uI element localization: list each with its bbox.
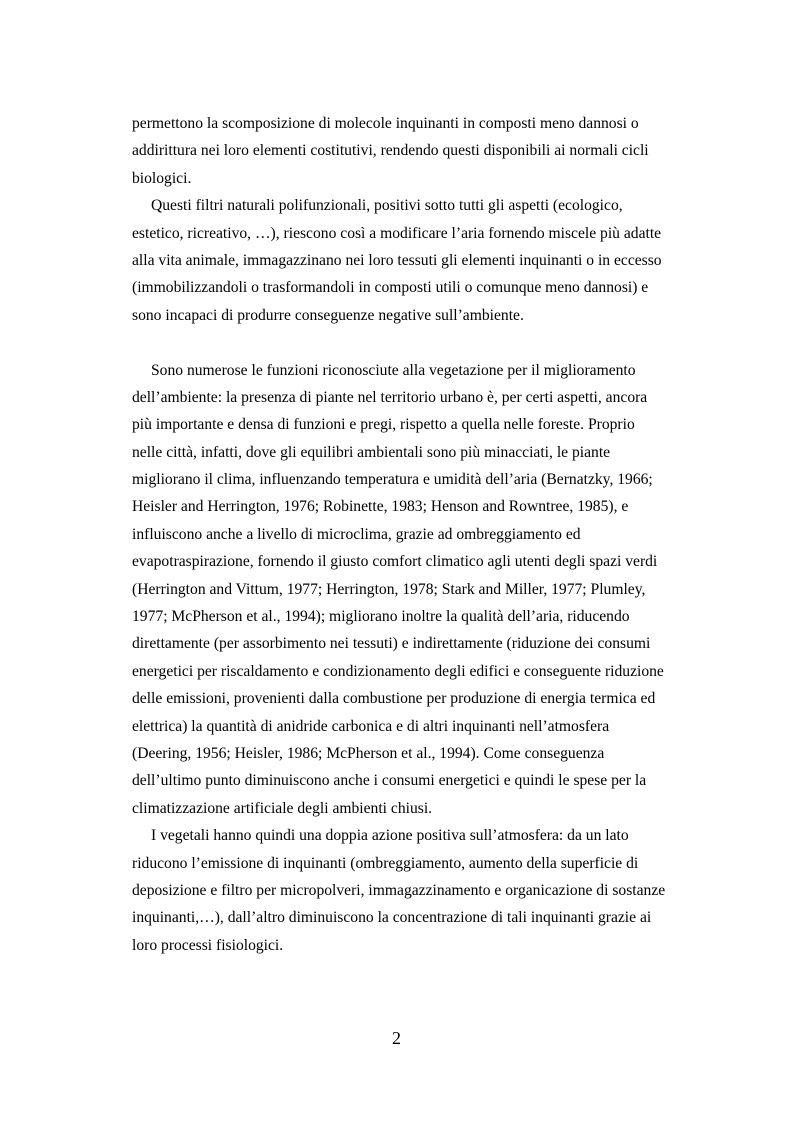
text-line: addirittura nei loro elementi costitutivi, rendendo questi disponibili ai normali cicli xyxy=(132,142,649,160)
page-number: 2 xyxy=(392,1028,401,1048)
text-line: Questi filtri naturali polifunzionali, positivi sotto tutti gli aspetti (ecologico, xyxy=(151,197,623,215)
text-line: deposizione e filtro per micropolveri, immagazzinamento e organicazione di sostanze xyxy=(132,881,666,899)
text-line: climatizzazione artificiale degli ambienti chiusi. xyxy=(132,799,433,817)
paragraph-spacer xyxy=(132,329,672,356)
text-line: migliorano il clima, influenzando temperatura e umidità dell’aria (Bernatzky, 1966; xyxy=(132,471,653,489)
paragraph xyxy=(132,110,672,192)
text-line: (Deering, 1956; Heisler, 1986; McPherson et al., 1994). Come conseguenza xyxy=(132,744,605,762)
text-line: alla vita animale, immagazzinano nei loro tessuti gli elementi inquinanti o in eccesso xyxy=(132,251,662,269)
paragraph xyxy=(132,192,672,329)
text-line: influiscono anche a livello di microclima, grazie ad ombreggiamento ed xyxy=(132,525,581,543)
text-line: riducono l’emissione di inquinanti (ombreggiamento, aumento della superficie di xyxy=(132,854,639,872)
text-line: (immobilizzandoli o trasformandoli in composti utili o comunque meno dannosi) e xyxy=(132,279,649,297)
text-line: dell’ambiente: la presenza di piante nel territorio urbano è, per certi aspetti, ancora xyxy=(132,388,648,406)
text-line: biologici. xyxy=(132,169,192,187)
text-line: sono incapaci di produrre conseguenze negative sull’ambiente. xyxy=(132,306,524,324)
text-line: elettrica) la quantità di anidride carbonica e di altri inquinanti nell’atmosfera xyxy=(132,717,610,735)
text-line: dell’ultimo punto diminuiscono anche i consumi energetici e quindi le spese per la xyxy=(132,772,647,790)
text-line: I vegetali hanno quindi una doppia azione positiva sull’atmosfera: da un lato xyxy=(151,827,629,845)
text-line: loro processi fisiologici. xyxy=(132,936,284,954)
text-line: direttamente (per assorbimento nei tessuti) e indirettamente (riduzione dei consumi xyxy=(132,635,651,653)
text-line: energetici per riscaldamento e condizionamento degli edifici e conseguente riduzione xyxy=(132,662,664,680)
text-line: evapotraspirazione, fornendo il giusto comfort climatico agli utenti degli spazi verdi xyxy=(132,553,658,571)
text-line: Sono numerose le funzioni riconosciute alla vegetazione per il miglioramento xyxy=(151,361,636,379)
paragraph xyxy=(132,822,672,959)
text-line: inquinanti,…), dall’altro diminuiscono la concentrazione di tali inquinanti grazie ai xyxy=(132,909,652,927)
document-body xyxy=(132,110,672,959)
text-line: più importante e densa di funzioni e pregi, rispetto a quella nelle foreste. Proprio xyxy=(132,416,635,434)
text-line: permettono la scomposizione di molecole inquinanti in composti meno dannosi o xyxy=(132,115,639,132)
text-line: estetico, ricreativo, …), riescono così a modificare l’aria fornendo miscele più adatte xyxy=(132,224,662,242)
text-line: 1977; McPherson et al., 1994); migliorano inoltre la qualità dell’aria, riducendo xyxy=(132,608,630,626)
text-line: delle emissioni, provenienti dalla combustione per produzione di energia termica ed xyxy=(132,690,656,708)
paragraph xyxy=(132,357,672,823)
text-line: nelle città, infatti, dove gli equilibri ambientali sono più minacciati, le piante xyxy=(132,443,611,461)
text-line: Heisler and Herrington, 1976; Robinette, 1983; Henson and Rowntree, 1985), e xyxy=(132,498,629,516)
text-line: (Herrington and Vittum, 1977; Herrington, 1978; Stark and Miller, 1977; Plumley, xyxy=(132,580,646,598)
